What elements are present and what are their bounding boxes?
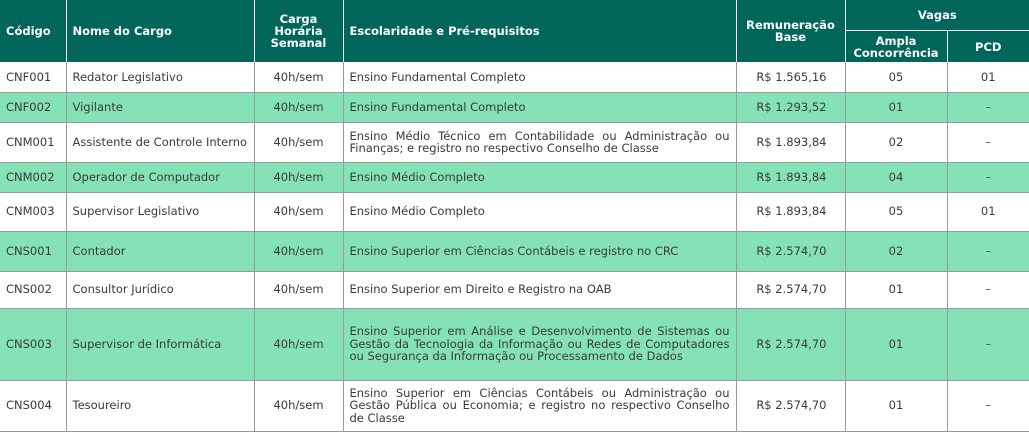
- cell-escolaridade: Ensino Fundamental Completo: [343, 62, 736, 92]
- cell-remuneracao: R$ 2.574,70: [736, 231, 845, 271]
- cell-codigo: CNF002: [0, 92, 66, 122]
- cell-carga: 40h/sem: [254, 271, 343, 308]
- cell-escolaridade: Ensino Superior em Direito e Registro na OAB: [343, 271, 736, 308]
- cell-pcd: –: [947, 231, 1029, 271]
- cell-remuneracao: R$ 2.574,70: [736, 308, 845, 380]
- cell-pcd: –: [947, 308, 1029, 380]
- cell-carga: 40h/sem: [254, 192, 343, 231]
- cell-nome: Redator Legislativo: [66, 62, 254, 92]
- cell-carga: 40h/sem: [254, 92, 343, 122]
- cell-carga: 40h/sem: [254, 380, 343, 431]
- cell-codigo: CNS004: [0, 380, 66, 431]
- cell-carga: 40h/sem: [254, 231, 343, 271]
- cell-remuneracao: R$ 1.893,84: [736, 122, 845, 162]
- cell-remuneracao: R$ 2.574,70: [736, 380, 845, 431]
- cell-nome: Supervisor de Informática: [66, 308, 254, 380]
- header-ampla-concorrencia: Ampla Concorrência: [845, 31, 947, 63]
- table-row: [0, 308, 1029, 380]
- cell-escolaridade: Ensino Superior em Ciências Contábeis ou Administração ou Gestão Pública ou Economia; e registro no respectivo Conselho de Classe: [343, 380, 736, 431]
- cell-escolaridade: Ensino Superior em Análise e Desenvolvimento de Sistemas ou Gestão da Tecnologia da Informação ou Redes de Computadores ou Segurança da Informação ou Processamento de Dados: [343, 308, 736, 380]
- cell-carga: 40h/sem: [254, 308, 343, 380]
- cell-pcd: –: [947, 92, 1029, 122]
- cell-ampla: 01: [845, 92, 947, 122]
- cell-ampla: 04: [845, 162, 947, 192]
- cell-nome: Operador de Computador: [66, 162, 254, 192]
- cell-nome: Contador: [66, 231, 254, 271]
- cell-carga: 40h/sem: [254, 162, 343, 192]
- cell-ampla: 05: [845, 62, 947, 92]
- header-nome-cargo: Nome do Cargo: [66, 0, 254, 62]
- header-remuneracao: Remuneração Base: [736, 0, 845, 62]
- cell-remuneracao: R$ 2.574,70: [736, 271, 845, 308]
- cell-carga: 40h/sem: [254, 62, 343, 92]
- header-vagas: Vagas: [845, 0, 1029, 31]
- table-row: [0, 62, 1029, 92]
- cell-pcd: –: [947, 271, 1029, 308]
- header-escolaridade: Escolaridade e Pré-requisitos: [343, 0, 736, 62]
- table-row: [0, 162, 1029, 192]
- table-row: [0, 380, 1029, 431]
- cell-ampla: 05: [845, 192, 947, 231]
- cell-codigo: CNF001: [0, 62, 66, 92]
- cell-codigo: CNS001: [0, 231, 66, 271]
- cell-pcd: –: [947, 162, 1029, 192]
- cell-remuneracao: R$ 1.893,84: [736, 192, 845, 231]
- header-carga-horaria: Carga Horária Semanal: [254, 0, 343, 62]
- table-row: [0, 192, 1029, 231]
- table-row: [0, 271, 1029, 308]
- cell-nome: Assistente de Controle Interno: [66, 122, 254, 162]
- cell-escolaridade: Ensino Médio Técnico em Contabilidade ou Administração ou Finanças; e registro no respectivo Conselho de Classe: [343, 122, 736, 162]
- cell-escolaridade: Ensino Superior em Ciências Contábeis e registro no CRC: [343, 231, 736, 271]
- cell-pcd: –: [947, 122, 1029, 162]
- cell-codigo: CNM003: [0, 192, 66, 231]
- cell-remuneracao: R$ 1.565,16: [736, 62, 845, 92]
- cell-codigo: CNS003: [0, 308, 66, 380]
- cell-nome: Consultor Jurídico: [66, 271, 254, 308]
- cell-ampla: 01: [845, 308, 947, 380]
- cell-nome: Vigilante: [66, 92, 254, 122]
- cell-pcd: 01: [947, 62, 1029, 92]
- cell-ampla: 02: [845, 122, 947, 162]
- table-row: [0, 92, 1029, 122]
- cell-escolaridade: Ensino Médio Completo: [343, 192, 736, 231]
- cell-codigo: CNM001: [0, 122, 66, 162]
- cell-pcd: –: [947, 380, 1029, 431]
- table-row: [0, 122, 1029, 162]
- cell-ampla: 01: [845, 271, 947, 308]
- header-pcd: PCD: [947, 31, 1029, 63]
- cell-pcd: 01: [947, 192, 1029, 231]
- cell-ampla: 02: [845, 231, 947, 271]
- cell-escolaridade: Ensino Médio Completo: [343, 162, 736, 192]
- header-codigo: Código: [0, 0, 66, 62]
- cell-ampla: 01: [845, 380, 947, 431]
- cell-nome: Tesoureiro: [66, 380, 254, 431]
- cell-codigo: CNS002: [0, 271, 66, 308]
- table-row: [0, 231, 1029, 271]
- cell-remuneracao: R$ 1.293,52: [736, 92, 845, 122]
- cell-carga: 40h/sem: [254, 122, 343, 162]
- cell-nome: Supervisor Legislativo: [66, 192, 254, 231]
- cell-escolaridade: Ensino Fundamental Completo: [343, 92, 736, 122]
- cell-remuneracao: R$ 1.893,84: [736, 162, 845, 192]
- cell-codigo: CNM002: [0, 162, 66, 192]
